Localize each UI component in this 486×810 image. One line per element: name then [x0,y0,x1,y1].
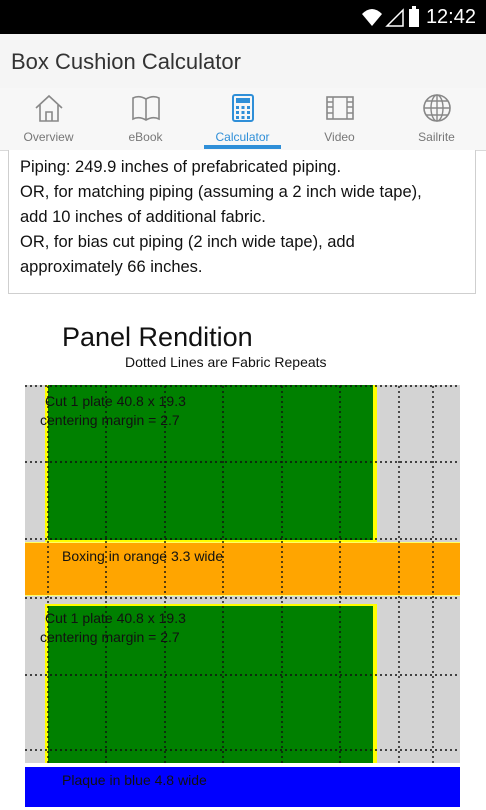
plate-top-margin: centering margin = 2.7 [40,412,180,428]
boxing-label: Boxing in orange 3.3 wide [62,548,224,564]
app-title: Box Cushion Calculator [11,49,241,74]
plate-bottom-margin: centering margin = 2.7 [40,629,180,645]
tab-sailrite-label: Sailrite [418,130,455,144]
tab-overview-label: Overview [23,130,74,144]
status-time: 12:42 [425,6,476,28]
matching-piping-line-2: add 10 inches of additional fabric. [20,208,266,226]
piping-line: Piping: 249.9 inches of prefabricated piping. [20,158,342,176]
panel-subtitle: Dotted Lines are Fabric Repeats [125,354,327,370]
panel-title: Panel Rendition [62,322,253,352]
tab-calculator-label: Calculator [215,130,270,144]
matching-piping-line: OR, for matching piping (assuming a 2 inch wide tape), [20,183,422,201]
plate-bottom-label: Cut 1 plate 40.8 x 19.3 [45,610,186,626]
tab-ebook-label: eBook [128,130,163,144]
bias-piping-line: OR, for bias cut piping (2 inch wide tape), add [20,233,355,251]
bias-piping-line-2: approximately 66 inches. [20,258,203,276]
tab-video-label: Video [324,130,355,144]
plaque-label: Plaque in blue 4.8 wide [62,772,207,788]
plate-top-label: Cut 1 plate 40.8 x 19.3 [45,393,186,409]
